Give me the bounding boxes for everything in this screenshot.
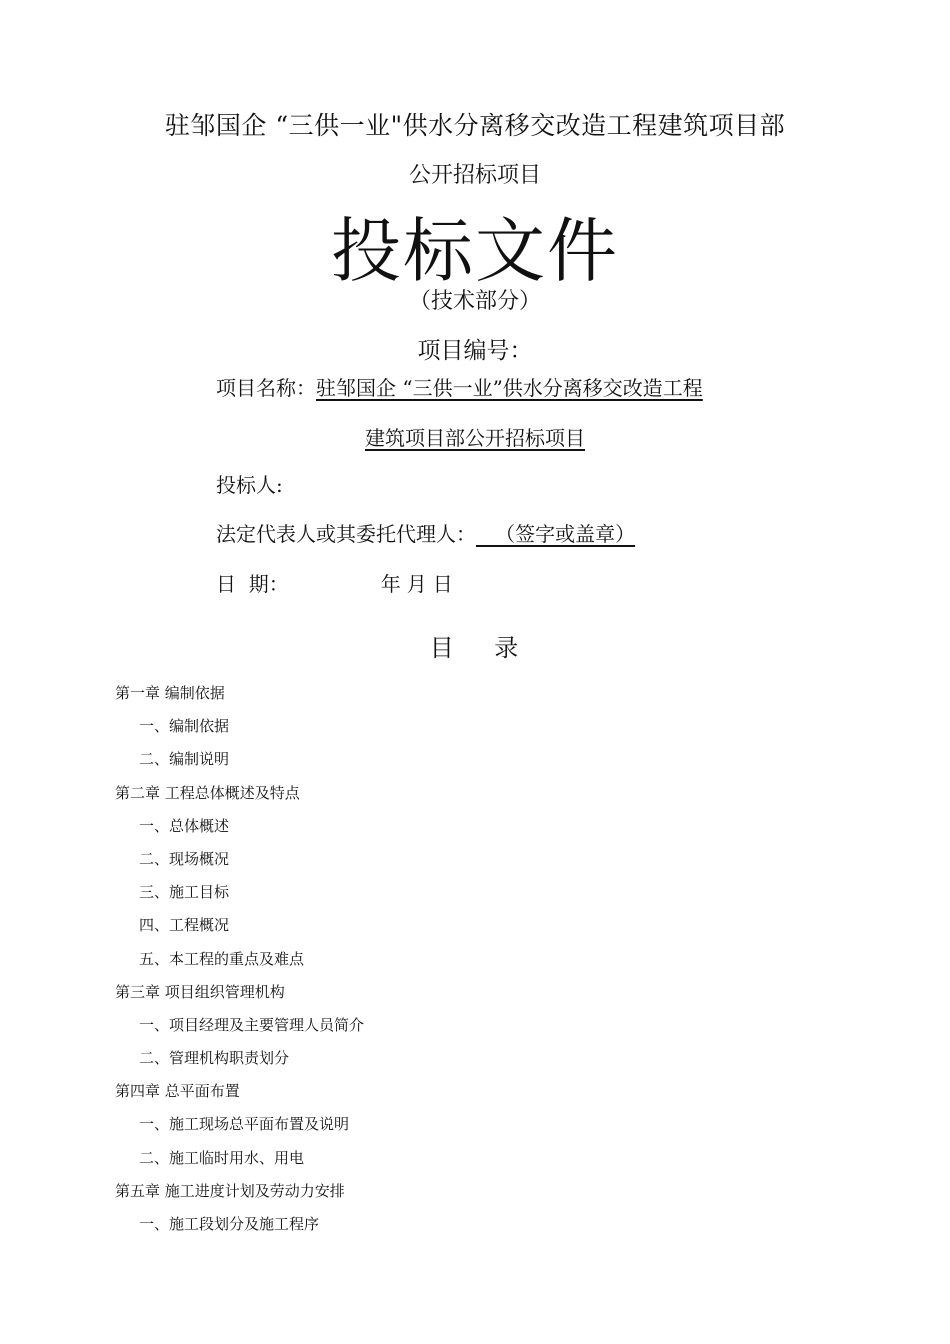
toc-chapter-item: 第一章 编制依据 bbox=[115, 684, 225, 702]
project-name-line bbox=[216, 372, 703, 401]
toc-section-item: 二、施工临时用水、用电 bbox=[139, 1148, 305, 1167]
table-of-contents bbox=[115, 680, 895, 1244]
legal-representative-line bbox=[216, 518, 635, 547]
project-name-value-part2: 建筑项目部公开招标项目 bbox=[365, 426, 585, 450]
toc-section-item: 一、编制依据 bbox=[139, 717, 230, 736]
toc-section-item: 一、项目经理及主要管理人员简介 bbox=[139, 1015, 365, 1034]
toc-section-item: 二、管理机构职责划分 bbox=[139, 1049, 290, 1068]
cover-title-line1: 驻邹国企 “三供一业"供水分离移交改造工程建筑项目部 bbox=[164, 111, 786, 140]
cover-title-line2: 公开招标项目 bbox=[408, 163, 541, 188]
toc-section-item: 五、本工程的重点及难点 bbox=[139, 949, 305, 968]
toc-chapter-item: 第五章 施工进度计划及劳动力安排 bbox=[115, 1181, 345, 1200]
legal-representative-label: 法定代表人或其委托代理人： bbox=[216, 522, 476, 546]
sub-title: （技术部分） bbox=[408, 289, 541, 314]
toc-section-item: 一、总体概述 bbox=[139, 816, 230, 835]
toc-chapter-item: 第三章 项目组织管理机构 bbox=[115, 982, 285, 1001]
toc-chapter-item: 第二章 工程总体概述及特点 bbox=[115, 783, 300, 802]
date-year: 年 bbox=[380, 572, 401, 596]
project-number-label: 项目编号： bbox=[417, 338, 533, 364]
toc-section-item: 三、施工目标 bbox=[139, 883, 230, 902]
toc-section-item: 二、编制说明 bbox=[139, 750, 230, 769]
toc-chapter-item: 第四章 总平面布置 bbox=[115, 1082, 240, 1101]
toc-section-item: 一、施工段划分及施工程序 bbox=[139, 1215, 320, 1233]
date-label: 日 期： bbox=[216, 572, 289, 596]
toc-section-item: 一、施工现场总平面布置及说明 bbox=[139, 1115, 350, 1134]
date-month: 月 bbox=[406, 572, 427, 596]
toc-heading: 目 录 bbox=[429, 634, 521, 662]
project-name-label: 项目名称： bbox=[216, 376, 316, 400]
bidder-label: 投标人: bbox=[216, 473, 283, 497]
main-title: 投标文件 bbox=[331, 210, 619, 292]
project-name-line2 bbox=[0, 422, 950, 451]
date-line bbox=[216, 568, 453, 597]
project-name-value-part1: 驻邹国企 “三供一业”供水分离移交改造工程 bbox=[316, 376, 703, 400]
date-day: 日 bbox=[432, 572, 453, 596]
toc-section-item: 四、工程概况 bbox=[139, 916, 230, 935]
toc-section-item: 二、现场概况 bbox=[139, 849, 230, 868]
signature-field: （签字或盖章） bbox=[476, 522, 636, 546]
